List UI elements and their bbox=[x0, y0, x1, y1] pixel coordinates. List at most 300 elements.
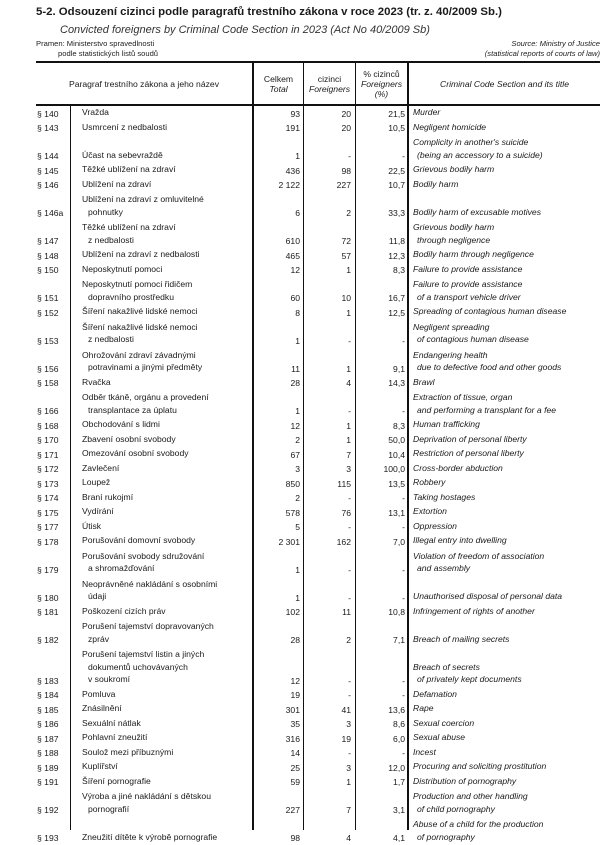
table-row bbox=[0, 605, 612, 620]
total-value: 1 bbox=[295, 335, 300, 346]
section-name-en bbox=[413, 178, 603, 191]
section-name-en bbox=[413, 163, 603, 176]
table-row bbox=[0, 220, 612, 248]
section-name-en-line: Extraction of tissue, organ bbox=[413, 392, 513, 402]
total-value: 14 bbox=[290, 748, 300, 758]
total-value: 25 bbox=[290, 762, 300, 773]
pct-value: 1,7 bbox=[393, 777, 405, 787]
table-row bbox=[0, 717, 612, 732]
section-name-en bbox=[413, 775, 603, 788]
pct-value: 21,5 bbox=[388, 108, 405, 119]
foreigners-value: 3 bbox=[346, 762, 351, 773]
section-number: § 144 bbox=[37, 151, 59, 161]
section-name-en-line: Spreading of contagious human disease bbox=[413, 306, 567, 316]
table-row bbox=[0, 178, 612, 193]
section-name-cz bbox=[82, 178, 252, 191]
table-row bbox=[0, 534, 612, 549]
section-name-en bbox=[413, 717, 603, 730]
section-name-cz bbox=[82, 149, 252, 162]
section-name-cz-line: Neposkytnutí pomoci řidičem bbox=[82, 279, 193, 289]
foreigners-value: 3 bbox=[346, 719, 351, 729]
section-name-cz bbox=[82, 491, 252, 504]
pct-value: 7,0 bbox=[393, 536, 405, 547]
section-name-en-line: Bodily harm bbox=[413, 178, 459, 189]
total-value: 60 bbox=[290, 293, 300, 303]
section-name-en-line: Bodily harm through negligence bbox=[413, 249, 534, 259]
total-value: 2 bbox=[295, 435, 300, 445]
section-number: § 150 bbox=[37, 265, 59, 275]
pct-value: - bbox=[402, 690, 405, 700]
foreigners-value: 2 bbox=[346, 635, 351, 645]
total-value: 227 bbox=[285, 805, 300, 815]
section-name-cz-line: Zneužití dítěte k výrobě pornografie bbox=[82, 831, 218, 842]
section-number: § 185 bbox=[37, 704, 59, 715]
section-name-en bbox=[413, 221, 603, 246]
table-body bbox=[0, 106, 612, 845]
section-name-cz-line: Porušení tajemství dopravovaných bbox=[82, 621, 214, 631]
total-value: 59 bbox=[290, 777, 300, 787]
section-number: § 143 bbox=[37, 123, 59, 133]
section-name-en-line: of child pornography bbox=[417, 803, 495, 814]
header-pct-unit: (%) bbox=[374, 88, 389, 99]
section-name-en bbox=[413, 206, 603, 219]
section-name-en-line: Endangering health bbox=[413, 349, 488, 360]
foreigners-value: - bbox=[348, 564, 351, 575]
foreigners-value: 2 bbox=[346, 208, 351, 218]
section-name-en bbox=[413, 731, 603, 744]
header-section-en-label: Criminal Code Section and its title bbox=[440, 78, 569, 89]
pct-value: - bbox=[402, 493, 405, 503]
total-value: 850 bbox=[285, 478, 300, 489]
total-value: 301 bbox=[285, 704, 300, 715]
total-value: 35 bbox=[290, 719, 300, 729]
section-name-cz-line: Účast na sebevraždě bbox=[82, 149, 163, 160]
pct-value: 33,3 bbox=[388, 208, 405, 218]
section-name-en-line: Sexual abuse bbox=[413, 732, 466, 742]
section-name-en-line: Failure to provide assistance bbox=[413, 263, 523, 274]
section-name-en bbox=[413, 136, 603, 161]
section-name-cz-line: Ublížení na zdraví z omluvitelné bbox=[82, 194, 204, 204]
pct-value: - bbox=[402, 151, 405, 161]
section-name-cz-line: Znásilnění bbox=[82, 703, 122, 713]
total-value: 578 bbox=[285, 507, 300, 518]
section-number: § 181 bbox=[37, 607, 59, 617]
section-name-cz bbox=[82, 775, 252, 788]
section-name-en bbox=[413, 505, 603, 518]
foreigners-value: 20 bbox=[341, 123, 351, 133]
foreigners-value: 19 bbox=[341, 733, 351, 744]
total-value: 28 bbox=[290, 378, 300, 388]
section-number: § 182 bbox=[37, 635, 59, 645]
section-name-cz bbox=[82, 648, 252, 686]
section-name-en-line: Deprivation of personal liberty bbox=[413, 433, 527, 444]
table-row bbox=[0, 702, 612, 717]
section-name-en-line: Abuse of a child for the production bbox=[413, 819, 544, 829]
pct-value: - bbox=[402, 522, 405, 532]
section-number: § 187 bbox=[37, 733, 59, 744]
section-name-en-line: of pornography bbox=[417, 831, 475, 842]
section-name-cz-line: Odběr tkáně, orgánu a provedení bbox=[82, 392, 209, 402]
pct-value: 14,3 bbox=[388, 378, 405, 388]
section-number: § 147 bbox=[37, 236, 59, 246]
section-name-cz-line: Neoprávněné nakládání s osobními bbox=[82, 578, 218, 589]
section-name-en-line: of privately kept documents bbox=[417, 674, 522, 684]
section-name-en-line: Cross-border abduction bbox=[413, 462, 503, 473]
section-name-cz-line: Těžké ublížení na zdraví bbox=[82, 222, 176, 232]
section-name-cz bbox=[82, 248, 252, 261]
section-name-cz bbox=[82, 447, 252, 460]
section-number: § 177 bbox=[37, 522, 59, 532]
section-name-cz-line: Ohrožování zdraví závadnými bbox=[82, 349, 196, 360]
section-name-en-line: Bodily harm of excusable motives bbox=[413, 206, 542, 217]
total-value: 1 bbox=[295, 592, 300, 603]
pct-value: 10,5 bbox=[388, 123, 405, 133]
source-english-line2: (statistical reports of courts of law) bbox=[484, 49, 600, 58]
section-name-cz-line: Pohlavní zneužití bbox=[82, 732, 148, 742]
section-name-cz-line: dokumentů uchovávaných bbox=[88, 661, 188, 672]
section-name-cz bbox=[82, 305, 252, 318]
section-name-cz-line: Těžké ublížení na zdraví bbox=[82, 164, 176, 174]
section-number: § 148 bbox=[37, 250, 59, 261]
pct-value: 100,0 bbox=[383, 464, 405, 474]
section-number: § 140 bbox=[37, 108, 59, 119]
pct-value: 10,7 bbox=[388, 180, 405, 190]
section-name-cz bbox=[82, 193, 252, 218]
section-name-en bbox=[413, 418, 603, 431]
section-name-cz bbox=[82, 605, 252, 618]
section-name-cz bbox=[82, 702, 252, 715]
total-value: 316 bbox=[285, 733, 300, 744]
section-name-cz bbox=[82, 278, 252, 303]
table-title: 5-2. Odsouzení cizinci podle paragrafů trestního zákona v roce 2023 (tr. z. 40/2009 Sb.) bbox=[36, 6, 502, 18]
section-name-en-line: Human trafficking bbox=[413, 419, 480, 429]
table-row bbox=[0, 121, 612, 136]
section-name-cz-line: pornografií bbox=[88, 803, 130, 814]
section-name-cz-line: Porušení tajemství listin a jiných bbox=[82, 649, 205, 659]
section-number: § 158 bbox=[37, 378, 59, 388]
section-name-en bbox=[413, 263, 603, 276]
foreigners-value: 20 bbox=[341, 108, 351, 119]
source-czech bbox=[36, 39, 158, 59]
source-english-line1: Source: Ministry of Justice bbox=[511, 39, 600, 48]
total-value: 12 bbox=[290, 420, 300, 431]
foreigners-value: 7 bbox=[346, 449, 351, 460]
foreigners-value: 1 bbox=[346, 363, 351, 374]
section-name-en-line: Infringement of rights of another bbox=[413, 605, 535, 616]
section-name-cz bbox=[82, 418, 252, 431]
total-value: 191 bbox=[285, 123, 300, 133]
table-row bbox=[0, 447, 612, 462]
section-name-cz bbox=[82, 731, 252, 744]
table-row bbox=[0, 263, 612, 278]
section-name-en-line: Complicity in another's suicide bbox=[413, 137, 529, 147]
table-row bbox=[0, 476, 612, 491]
total-value: 1 bbox=[295, 406, 300, 416]
section-name-cz-line: Zavlečení bbox=[82, 462, 120, 473]
section-name-cz-line: Porušování domovní svobody bbox=[82, 535, 196, 545]
table-row bbox=[0, 817, 612, 845]
section-name-en bbox=[413, 106, 603, 119]
section-name-en bbox=[413, 121, 603, 134]
foreigners-value: 115 bbox=[337, 478, 351, 489]
total-value: 28 bbox=[290, 635, 300, 645]
section-name-cz bbox=[82, 760, 252, 773]
pct-value: - bbox=[402, 748, 405, 758]
pct-value: - bbox=[402, 564, 405, 575]
total-value: 436 bbox=[285, 165, 300, 176]
section-name-en bbox=[413, 818, 603, 843]
table-row bbox=[0, 789, 612, 817]
section-name-en-line: Breach of mailing secrets bbox=[413, 633, 510, 644]
section-name-cz bbox=[82, 221, 252, 246]
foreigners-value: - bbox=[348, 748, 351, 758]
section-name-cz-line: údaji bbox=[88, 591, 107, 601]
section-number: § 145 bbox=[37, 165, 59, 176]
section-name-cz bbox=[82, 391, 252, 416]
pct-value: - bbox=[402, 675, 405, 686]
total-value: 465 bbox=[285, 250, 300, 261]
section-name-cz-line: Ublížení na zdraví bbox=[82, 178, 152, 189]
section-name-cz bbox=[82, 746, 252, 759]
section-number: § 179 bbox=[37, 564, 59, 575]
section-name-en bbox=[413, 376, 603, 389]
section-name-cz bbox=[82, 263, 252, 276]
section-name-cz-line: Omezování osobní svobody bbox=[82, 448, 189, 458]
total-value: 19 bbox=[290, 690, 300, 700]
section-name-cz bbox=[82, 520, 252, 533]
foreigners-value: 57 bbox=[341, 250, 351, 261]
section-name-en-line: Illegal entry into dwelling bbox=[413, 535, 507, 545]
section-name-en-line: Oppression bbox=[413, 520, 457, 531]
section-name-en bbox=[413, 433, 603, 446]
table-row bbox=[0, 135, 612, 163]
header-pct-cz: % cizinců bbox=[363, 68, 400, 79]
section-name-cz bbox=[82, 505, 252, 518]
table-row bbox=[0, 106, 612, 121]
section-name-cz-line: v soukromí bbox=[88, 674, 131, 684]
section-name-cz-line: Šíření nakažlivé lidské nemoci bbox=[82, 306, 198, 316]
section-number: § 174 bbox=[37, 493, 59, 503]
foreigners-value: 11 bbox=[342, 607, 351, 617]
total-value: 98 bbox=[290, 833, 300, 843]
pct-value: 12,0 bbox=[388, 762, 405, 773]
section-name-en bbox=[413, 462, 603, 475]
section-name-en-line: Extortion bbox=[413, 506, 447, 516]
table-row bbox=[0, 277, 612, 305]
foreigners-value: 4 bbox=[346, 833, 351, 843]
foreigners-value: - bbox=[348, 335, 351, 346]
section-name-cz-line: Kuplířství bbox=[82, 761, 118, 771]
table-row bbox=[0, 462, 612, 477]
table-row bbox=[0, 163, 612, 178]
section-name-cz-line: Pomluva bbox=[82, 688, 116, 699]
section-name-en-line: Grievous bodily harm bbox=[413, 222, 495, 232]
total-value: 8 bbox=[295, 307, 300, 318]
section-name-cz-line: Šíření nakažlivé lidské nemoci bbox=[82, 321, 198, 332]
section-name-cz bbox=[82, 321, 252, 346]
pct-value: 12,5 bbox=[388, 307, 405, 318]
section-number: § 178 bbox=[37, 536, 59, 547]
pct-value: 13,1 bbox=[388, 507, 405, 518]
total-value: 3 bbox=[295, 464, 300, 474]
total-value: 610 bbox=[285, 236, 300, 246]
foreigners-value: 98 bbox=[341, 165, 351, 176]
pct-value: 8,3 bbox=[393, 265, 405, 275]
header-total bbox=[254, 63, 303, 104]
section-name-en bbox=[413, 605, 603, 618]
section-number: § 168 bbox=[37, 420, 59, 431]
section-number: § 188 bbox=[37, 748, 59, 758]
pct-value: - bbox=[402, 406, 405, 416]
section-name-cz-line: z nedbalosti bbox=[88, 234, 134, 245]
table-row bbox=[0, 520, 612, 535]
section-name-cz-line: Vražda bbox=[82, 107, 109, 117]
section-number: § 193 bbox=[37, 833, 59, 843]
foreigners-value: - bbox=[348, 406, 351, 416]
section-name-en-line: of a transport vehicle driver bbox=[417, 291, 521, 302]
section-number: § 146a bbox=[37, 208, 64, 218]
foreigners-value: 76 bbox=[341, 507, 351, 518]
total-value: 1 bbox=[295, 151, 300, 161]
header-pct-en: Foreigners bbox=[360, 78, 403, 89]
section-number: § 175 bbox=[37, 507, 59, 518]
section-name-cz bbox=[82, 462, 252, 475]
header-foreigners-en: Foreigners bbox=[308, 83, 351, 94]
section-name-cz bbox=[82, 349, 252, 374]
section-name-cz-line: Loupež bbox=[82, 477, 111, 487]
section-number: § 173 bbox=[37, 478, 59, 489]
section-name-cz-line: Zbavení osobní svobody bbox=[82, 433, 176, 444]
section-name-en-line: Taking hostages bbox=[413, 491, 476, 502]
header-foreigners bbox=[304, 63, 355, 104]
header-pct bbox=[356, 63, 407, 104]
section-name-cz bbox=[82, 376, 252, 389]
section-name-en bbox=[413, 760, 603, 773]
table-row bbox=[0, 433, 612, 448]
section-name-en bbox=[413, 447, 603, 460]
foreigners-value: 3 bbox=[346, 464, 351, 474]
table-row bbox=[0, 760, 612, 775]
pct-value: 16,7 bbox=[388, 293, 405, 303]
section-name-en bbox=[413, 321, 603, 346]
section-number: § 166 bbox=[37, 406, 59, 416]
foreigners-value: 7 bbox=[346, 805, 351, 815]
section-name-en-line: Procuring and soliciting prostitution bbox=[413, 761, 547, 771]
section-name-en bbox=[413, 746, 603, 759]
section-name-cz bbox=[82, 578, 252, 603]
foreigners-value: 162 bbox=[336, 536, 351, 547]
table-row bbox=[0, 390, 612, 418]
foreigners-value: 41 bbox=[341, 704, 351, 715]
section-name-en-line: Robbery bbox=[413, 477, 446, 487]
pct-value: 3,1 bbox=[393, 805, 405, 815]
section-name-en bbox=[413, 491, 603, 504]
table-row bbox=[0, 688, 612, 703]
source-english bbox=[485, 39, 600, 59]
section-name-en bbox=[413, 590, 603, 603]
section-name-en bbox=[413, 278, 603, 303]
table-row bbox=[0, 320, 612, 348]
section-number: § 171 bbox=[37, 449, 59, 460]
section-name-en-line: through negligence bbox=[417, 234, 491, 245]
foreigners-value: 1 bbox=[346, 435, 351, 445]
pct-value: - bbox=[402, 592, 405, 603]
pct-value: 22,5 bbox=[388, 165, 405, 176]
total-value: 6 bbox=[295, 208, 300, 218]
header-section-cz bbox=[36, 63, 252, 104]
section-name-cz-line: Výroba a jiné nakládání s dětskou bbox=[82, 791, 211, 801]
section-name-cz-line: Rvačka bbox=[82, 376, 111, 387]
total-value: 12 bbox=[290, 265, 300, 275]
section-name-en-line: Brawl bbox=[413, 376, 435, 387]
foreigners-value: 1 bbox=[346, 420, 351, 431]
foreigners-value: - bbox=[348, 690, 351, 700]
section-name-en bbox=[413, 550, 603, 575]
section-name-en-line: Sexual coercion bbox=[413, 717, 475, 728]
table-row bbox=[0, 647, 612, 688]
section-name-cz bbox=[82, 476, 252, 489]
header-total-cz: Celkem bbox=[263, 73, 294, 84]
section-number: § 184 bbox=[37, 690, 59, 700]
section-name-cz-line: Braní rukojmí bbox=[82, 491, 134, 502]
table-row bbox=[0, 746, 612, 761]
section-name-cz bbox=[82, 717, 252, 730]
source-czech-line2: podle statistických listů soudů bbox=[58, 49, 159, 58]
section-name-en-line: Rape bbox=[413, 703, 434, 713]
section-name-cz bbox=[82, 433, 252, 446]
section-name-cz-line: Ublížení na zdraví z nedbalosti bbox=[82, 249, 200, 259]
table-row bbox=[0, 418, 612, 433]
source-czech-line1: Pramen: Ministerstvo spravedlnosti bbox=[36, 39, 155, 48]
section-name-en bbox=[413, 305, 603, 318]
pct-value: 8,6 bbox=[393, 719, 405, 729]
section-number: § 183 bbox=[37, 675, 59, 686]
section-name-cz-line: potravinami a jinými předměty bbox=[88, 362, 203, 372]
table-row bbox=[0, 305, 612, 320]
section-name-en-line: of contagious human disease bbox=[417, 334, 529, 344]
table-row bbox=[0, 192, 612, 220]
section-name-en bbox=[413, 633, 603, 646]
table-row bbox=[0, 775, 612, 790]
section-number: § 170 bbox=[37, 435, 59, 445]
foreigners-value: 1 bbox=[346, 777, 351, 787]
table-row bbox=[0, 619, 612, 647]
section-name-en-line: Negligent spreading bbox=[413, 321, 490, 332]
section-name-cz-line: Obchodování s lidmi bbox=[82, 419, 160, 429]
foreigners-value: - bbox=[348, 493, 351, 503]
table-subtitle: Convicted foreigners by Criminal Code Section in 2023 (Act No 40/2009 Sb) bbox=[60, 24, 430, 36]
total-value: 93 bbox=[290, 108, 300, 119]
foreigners-value: 4 bbox=[346, 378, 351, 388]
table-row bbox=[0, 731, 612, 746]
pct-value: 13,6 bbox=[388, 704, 405, 715]
foreigners-value: 72 bbox=[341, 236, 351, 246]
section-name-cz-line: Usmrcení z nedbalosti bbox=[82, 121, 168, 132]
section-name-en bbox=[413, 520, 603, 533]
section-name-cz-line: zpráv bbox=[88, 633, 110, 644]
header-foreigners-cz: cizinci bbox=[317, 73, 342, 84]
section-number: § 191 bbox=[37, 777, 59, 787]
section-number: § 146 bbox=[37, 180, 59, 190]
pct-value: 6,0 bbox=[393, 733, 405, 744]
section-number: § 152 bbox=[37, 307, 59, 318]
section-name-en-line: Restriction of personal liberty bbox=[413, 448, 524, 458]
section-name-cz-line: dopravního prostředku bbox=[88, 291, 174, 302]
pct-value: 13,5 bbox=[388, 478, 405, 489]
pct-value: 10,8 bbox=[388, 607, 405, 617]
section-name-en-line: Grievous bodily harm bbox=[413, 164, 495, 174]
section-name-en-line: Distribution of pornography bbox=[413, 775, 517, 786]
